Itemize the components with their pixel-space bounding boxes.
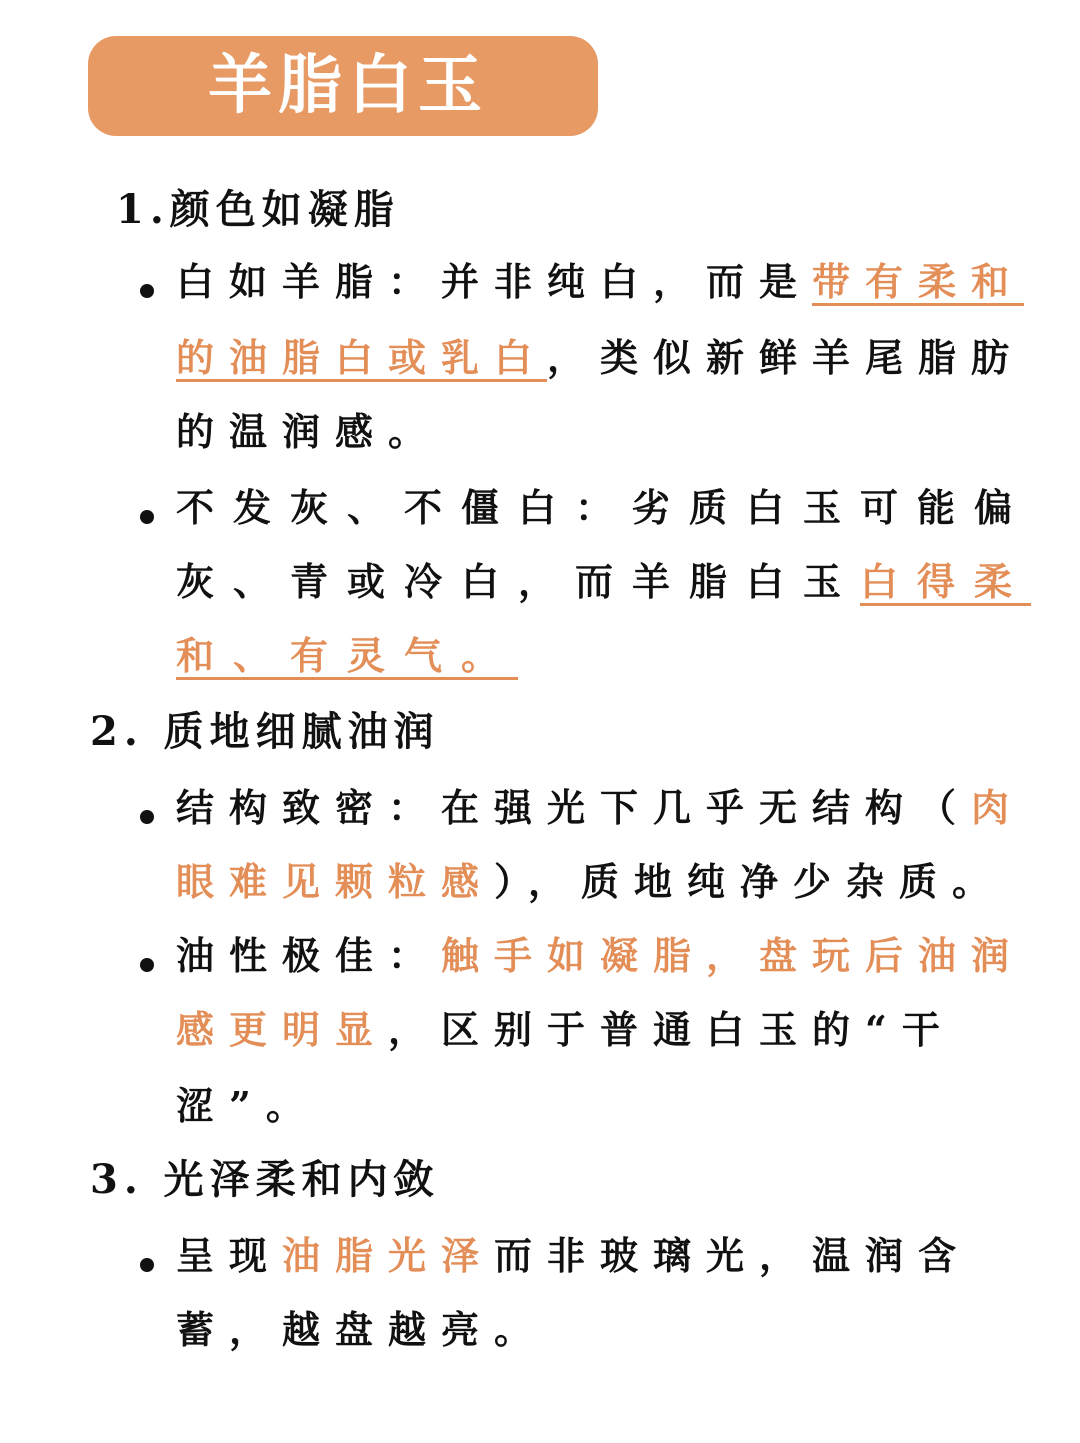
bullet-dot	[140, 1258, 154, 1272]
bullet-line: 不发灰、不僵白：劣质白玉可能偏	[176, 485, 1032, 530]
bullet-line: 呈现油脂光泽而非玻璃光，温润含	[176, 1233, 972, 1278]
highlight-text: 眼难见颗粒感	[176, 859, 495, 904]
highlight-text: 和、有灵气。	[176, 633, 519, 678]
section-heading-1: 1.颜色如凝脂	[116, 186, 400, 233]
bullet-dot	[140, 810, 154, 824]
bullet-line: 灰、青或冷白，而羊脂白玉白得柔	[176, 559, 1032, 604]
bullet-line: 的温润感。	[176, 409, 442, 454]
bullet-line: 涩”。	[176, 1083, 319, 1128]
highlight-text: 的油脂白或乳白	[176, 335, 548, 380]
bullet-line	[176, 632, 518, 680]
bullet-line: 的油脂白或乳白，类似新鲜羊尾脂肪	[176, 335, 1025, 380]
bullet-dot	[140, 510, 154, 524]
highlight-text: 感更明显	[176, 1007, 389, 1052]
section-heading-3: 3. 光泽柔和内敛	[90, 1156, 440, 1203]
bullet-line: 感更明显，区别于普通白玉的“干	[176, 1007, 955, 1052]
bullet-line: 眼难见颗粒感），质地纯净少杂质。	[176, 859, 1006, 904]
highlight-text: 油脂光泽	[282, 1233, 495, 1278]
title-banner	[88, 36, 598, 136]
bullet-line: 油性极佳：触手如凝脂，盘玩后油润	[176, 933, 1025, 978]
bullet-line: 白如羊脂：并非纯白，而是带有柔和	[176, 259, 1025, 304]
bullet-dot	[140, 284, 154, 298]
highlight-text: 白得柔	[860, 559, 1032, 604]
highlight-text: 触手如凝脂，盘玩后油润	[441, 933, 1025, 978]
section-heading-2: 2. 质地细腻油润	[90, 708, 440, 755]
highlight-text: 肉	[971, 785, 1025, 830]
page-title: 羊脂白玉	[208, 49, 488, 123]
bullet-line: 蓄，越盘越亮。	[176, 1307, 548, 1352]
highlight-text: 带有柔和	[812, 259, 1025, 304]
bullet-line: 结构致密：在强光下几乎无结构（肉	[176, 785, 1025, 830]
bullet-dot	[140, 958, 154, 972]
